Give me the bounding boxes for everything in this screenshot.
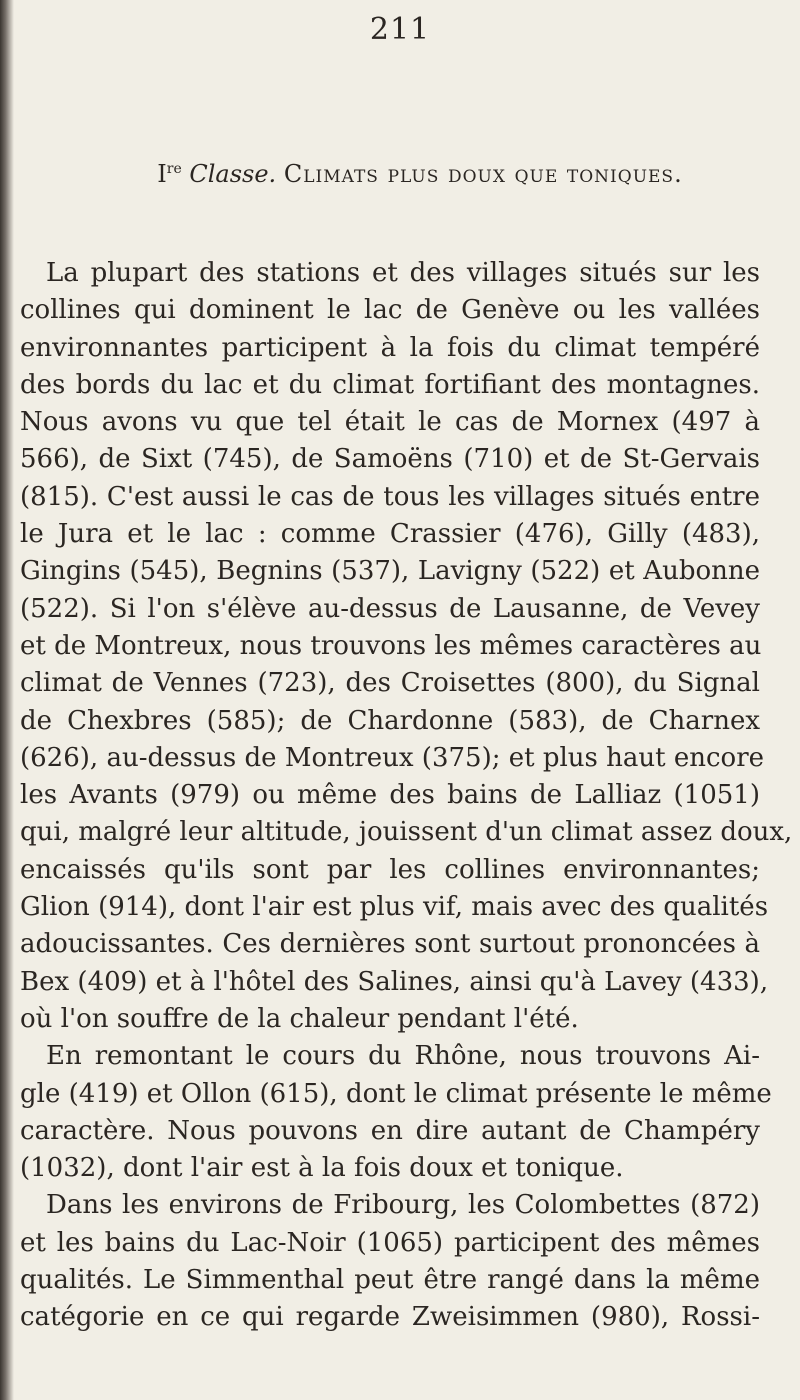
text-line: Dans les environs de Fribourg, les Colombettes (872) [46,1190,760,1221]
text-line: qui, malgré leur altitude, jouissent d'un climat assez doux, [20,817,793,848]
text-line: (522). Si l'on s'élève au-dessus de Lausanne, de Vevey [20,593,760,624]
page-number: 211 [369,12,431,47]
text-line: le Jura et le lac : comme Crassier (476), Gilly (483), [20,519,760,550]
text-line: qualités. Le Simmenthal peut être rangé dans la même [20,1265,760,1296]
text-line: En remontant le cours du Rhône, nous trouvons Ai- [46,1041,760,1072]
text-line: Bex (409) et à l'hôtel des Salines, ainsi qu'à Lavey (433), [20,966,769,997]
heading-prefix-superscript: re [166,161,182,177]
text-line: catégorie en ce qui regarde Zweisimmen (980), Rossi- [20,1302,760,1333]
text-line: adoucissantes. Ces dernières sont surtout prononcées à [20,929,760,960]
text-line: où l'on souffre de la chaleur pendant l'été. [20,1003,579,1034]
text-line: collines qui dominent le lac de Genève ou les vallées [20,295,760,326]
heading-title: Climats plus doux que toniques. [283,160,683,188]
text-line: encaissés qu'ils sont par les collines environnantes; [20,854,760,885]
text-line: (815). C'est aussi le cas de tous les villages situés entre [20,481,760,512]
binding-shadow [0,0,14,1400]
text-line: Nous avons vu que tel était le cas de Mornex (497 à [20,407,760,438]
section-heading [60,160,780,188]
text-line: et de Montreux, nous trouvons les mêmes caractères au [20,630,762,661]
heading-class-label: Classe. [189,160,277,188]
text-line: des bords du lac et du climat fortifiant des montagnes. [20,369,760,400]
text-line: 566), de Sixt (745), de Samoëns (710) et de St-Gervais [20,444,760,475]
text-line: environnantes participent à la fois du climat tempéré [20,332,760,363]
text-line: caractère. Nous pouvons en dire autant de Champéry [20,1115,760,1146]
text-line: de Chexbres (585); de Chardonne (583), de Charnex [20,705,760,736]
body-text [20,255,793,1337]
text-line: Gingins (545), Begnins (537), Lavigny (522) et Aubonne [20,556,760,587]
text-line: La plupart des stations et des villages situés sur les [46,258,760,288]
text-line: Glion (914), dont l'air est plus vif, mais avec des qualités [20,892,769,923]
text-line: (1032), dont l'air est à la fois doux et tonique. [20,1153,624,1184]
text-line: les Avants (979) ou même des bains de Lalliaz (1051) [20,780,760,811]
text-line: et les bains du Lac-Noir (1065) participent des mêmes [20,1227,760,1258]
text-line: climat de Vennes (723), des Croisettes (800), du Signal [20,668,760,699]
text-line: (626), au-dessus de Montreux (375); et plus haut encore [20,742,765,773]
heading-prefix: I [157,160,167,188]
text-line: gle (419) et Ollon (615), dont le climat présente le même [20,1078,772,1109]
